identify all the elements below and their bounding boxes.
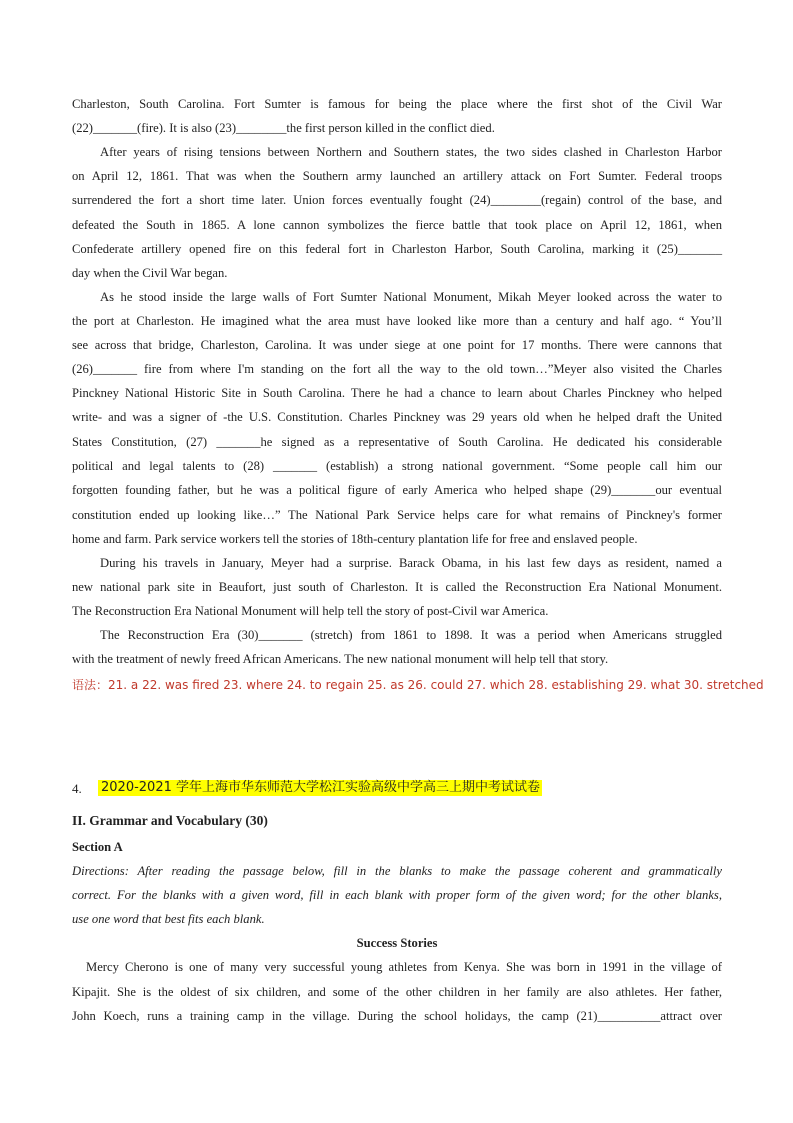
passage-line: forgotten founding father, but he was a political figure of early America who helped shape (29)_______our eventual <box>72 483 722 497</box>
passage-title: Success Stories <box>356 936 438 950</box>
part-heading: II. Grammar and Vocabulary (30) <box>72 813 268 828</box>
passage-line: Mercy Cherono is one of many very successful young athletes from Kenya. She was born in 1991 in the village of <box>86 960 722 974</box>
passage-line: Confederate artillery opened fire on this federal fort in Charleston Harbor, South Carolina, marking it (25)_______ <box>72 242 722 256</box>
section-heading: Section A <box>72 840 123 854</box>
section-number: 4. <box>72 781 82 796</box>
passage-line: After years of rising tensions between Northern and Southern states, the two sides clashed in Charleston Harbor <box>100 145 722 159</box>
passage-line: (22)_______(fire). It is also (23)________the first person killed in the conflict died. <box>72 121 495 135</box>
passage-line: John Koech, runs a training camp in the village. During the school holidays, the camp (21)__________attract over <box>72 1009 722 1023</box>
passage-line: see across that bridge, Charleston, Carolina. It was under siege at one point for 17 months. There were cannons that <box>72 338 722 352</box>
directions-line: use one word that best fits each blank. <box>72 912 265 926</box>
passage-line: the port at Charleston. He imagined what the area must have looked like more than a century and half ago. “ You’ll <box>72 314 722 328</box>
directions-line: correct. For the blanks with a given word, fill in each blank with proper form of the given word; for the other blanks, <box>72 888 722 902</box>
passage-line: States Constitution, (27) _______he signed as a representative of South Carolina. He dedicated his considerable <box>72 435 722 449</box>
passage-line: During his travels in January, Meyer had a surprise. Barack Obama, in his last few days as resident, named a <box>100 556 722 570</box>
passage-line: surrendered the fort a short time later. Union forces eventually fought (24)________(regain) control of the base, and <box>72 193 722 207</box>
passage-line: As he stood inside the large walls of Fort Sumter National Monument, Mikah Meyer looked across the water to <box>100 290 722 304</box>
passage-line: constitution ended up looking like…” The National Park Service helps care for what remains of Pinckney's former <box>72 508 722 522</box>
directions-line: Directions: After reading the passage below, fill in the blanks to make the passage coherent and grammatically <box>72 864 722 878</box>
passage-line: new national park site in Beaufort, just south of Charleston. It is called the Reconstruction Era National Monument. <box>72 580 722 594</box>
passage-line: home and farm. Park service workers tell the stories of 18th-century plantation life for free and enslaved people. <box>72 532 638 546</box>
passage-line: Kipajit. She is the oldest of six children, and some of the other children in her family are also athletes. Her father, <box>72 985 722 999</box>
exam-year: 2020-2021 <box>98 780 175 796</box>
answer-key: 语法：21. a 22. was fired 23. where 24. to regain 25. as 26. could 27. which 28. establishing 29. what 30. stretched <box>72 678 764 692</box>
passage-line: political and legal talents to (28) _______ (establish) a strong national government. “Some people call him our <box>72 459 722 473</box>
passage-line: on April 12, 1861. That was when the Southern army launched an artillery attack on Fort Sumter. Federal troops <box>72 169 722 183</box>
passage-line: write- and was a signer of -the U.S. Constitution. Charles Pinckney was 29 years old when he helped draft the United <box>72 410 722 424</box>
passage-line: Charleston, South Carolina. Fort Sumter is famous for being the place where the first shot of the Civil War <box>72 97 722 111</box>
passage-line: Pinckney National Historic Site in South Carolina. There he had a chance to learn about Charles Pinckney who helped <box>72 386 722 400</box>
passage-line: The Reconstruction Era National Monument will help tell the story of post-Civil war America. <box>72 604 549 618</box>
passage-line: (26)_______ fire from where I'm standing on the fort all the way to the old town…”Meyer also visited the Charles <box>72 362 722 376</box>
exam-title: 学年上海市华东师范大学松江实验高级中学高三上期中考试试卷 <box>176 780 541 795</box>
passage-line: day when the Civil War began. <box>72 266 228 280</box>
passage-line: defeated the South in 1865. A lone cannon symbolizes the fierce battle that took place on April 12, 1861, when <box>72 218 722 232</box>
passage-line: with the treatment of newly freed African Americans. The new national monument will help tell that story. <box>72 652 609 666</box>
passage-line: The Reconstruction Era (30)_______ (stretch) from 1861 to 1898. It was a period when Americans struggled <box>100 628 722 642</box>
